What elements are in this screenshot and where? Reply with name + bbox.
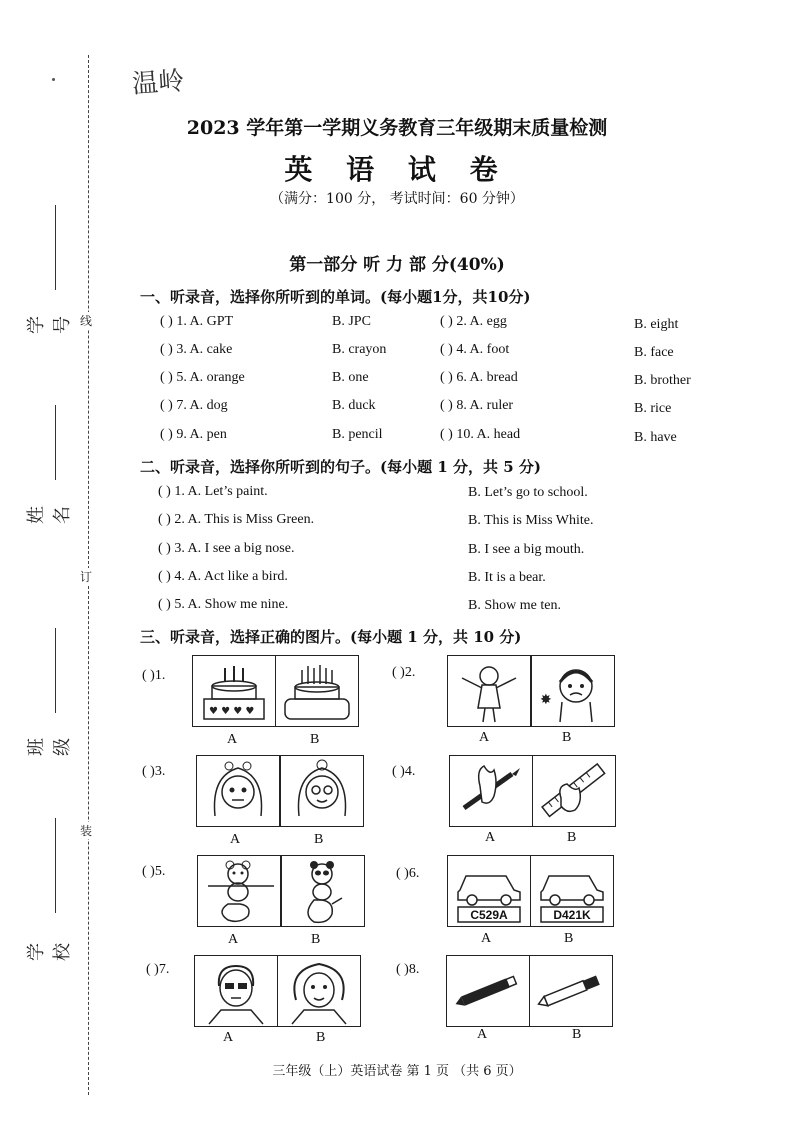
panda-with-pear-icon [282,856,364,926]
pen-icon [530,956,612,1026]
bear-with-pear-icon [198,856,280,926]
q3-4-b-label: B [567,830,577,845]
q1-2-option-a: ( ) 2. A. egg [440,314,507,329]
exam-info: （满分：100 分， 考试时间：60 分钟） [270,191,524,207]
q1-6-option-b: B. brother [634,373,691,388]
q2-1-option-a: ( ) 1. A. Let’s paint. [158,484,268,499]
q3-3-label: ( )3. [142,764,166,779]
name-label: 姓名 [26,506,73,524]
q2-5-option-b: B. Show me ten. [468,598,561,613]
section-three-title: 三、听录音，选择正确的图片。(每小题 1 分，共 10 分) [140,628,522,646]
q3-6-b-label: B [564,931,574,946]
class-label: 班级 [26,738,73,756]
q3-8-label: ( )8. [396,962,420,977]
q3-5-a-label: A [228,932,239,947]
q3-3-picture-b[interactable] [280,755,364,827]
q1-10-option-a: ( ) 10. A. head [440,427,521,442]
q3-7-picture-a[interactable] [194,955,278,1027]
man-with-glasses-icon [195,956,277,1026]
girl-face-big-eyes-icon [281,756,363,826]
q3-7-label: ( )7. [146,962,170,977]
q3-1-label: ( )1. [142,668,166,683]
q1-6-option-a: ( ) 6. A. bread [440,370,518,385]
q3-5-label: ( )5. [142,864,166,879]
q1-2-option-b: B. eight [634,317,679,332]
car-icon [531,856,613,926]
q3-4-a-label: A [485,830,496,845]
q1-1-option-b: B. JPC [332,314,371,329]
student-id-label: 学号 [26,316,73,334]
q3-3-a-label: A [230,832,241,847]
cake-many-candles-icon [276,656,358,726]
q3-2-picture-b[interactable] [531,655,615,727]
q2-1-option-b: B. Let’s go to school. [468,485,588,500]
cake-icon [193,656,275,726]
q1-7-option-a: ( ) 7. A. dog [160,398,228,413]
hand-ruler-icon [533,756,615,826]
q2-4-option-b: B. It is a bear. [468,570,546,585]
school-line[interactable] [55,818,57,913]
license-plate-a: C529A [470,908,508,922]
q2-5-option-a: ( ) 5. A. Show me nine. [158,597,289,612]
q3-5-picture-b[interactable] [281,855,365,927]
q3-2-a-label: A [479,730,490,745]
svg-text:✸: ✸ [540,692,552,708]
q3-7-picture-b[interactable] [277,955,361,1027]
q3-6-label: ( )6. [396,866,420,881]
q2-2-option-b: B. This is Miss White. [468,513,594,528]
girl-crying-icon [532,656,614,726]
name-line[interactable] [55,405,57,480]
q2-3-option-b: B. I see a big mouth. [468,542,585,557]
girl-face-small-eyes-icon [197,756,279,826]
q1-4-option-a: ( ) 4. A. foot [440,342,510,357]
q3-7-b-label: B [316,1030,326,1045]
q1-1-option-a: ( ) 1. A. GPT [160,314,234,329]
q1-9-option-b: B. pencil [332,427,383,442]
q1-5-option-a: ( ) 5. A. orange [160,370,245,385]
margin-mark-ding: 订 [80,570,93,584]
dancing-girl-icon [448,656,530,726]
q1-9-option-a: ( ) 9. A. pen [160,427,227,442]
q3-1-picture-a[interactable] [192,655,276,727]
q3-6-picture-a[interactable] [447,855,531,927]
hand-pencil-icon [450,756,532,826]
page-footer: 三年级（上）英语试卷 第 1 页 （共 6 页） [272,1064,522,1079]
section-two-title: 二、听录音，选择你所听到的句子。(每小题 1 分，共 5 分) [140,458,541,476]
exam-title: 2023 学年第一学期义务教育三年级期末质量检测 [186,117,608,139]
q2-4-option-a: ( ) 4. A. Act like a bird. [158,569,288,584]
q1-3-option-a: ( ) 3. A. cake [160,342,233,357]
q1-3-option-b: B. crayon [332,342,387,357]
q3-5-picture-a[interactable] [197,855,281,927]
q1-5-option-b: B. one [332,370,369,385]
woman-face-icon [278,956,360,1026]
q1-7-option-b: B. duck [332,398,376,413]
q3-6-picture-b[interactable] [530,855,614,927]
student-id-line[interactable] [55,205,57,290]
margin-mark-zhuang: 装 [80,824,93,838]
q3-1-a-label: A [227,732,238,747]
class-line[interactable] [55,628,57,713]
q3-6-a-label: A [481,931,492,946]
q3-3-b-label: B [314,832,324,847]
ink-dot [52,78,55,81]
q1-8-option-a: ( ) 8. A. ruler [440,398,514,413]
q3-4-picture-b[interactable] [532,755,616,827]
q3-2-b-label: B [562,730,572,745]
q3-7-a-label: A [223,1030,234,1045]
section-one-title: 一、听录音，选择你所听到的单词。(每小题1分，共10分) [140,288,531,306]
car-icon [448,856,530,926]
q3-8-a-label: A [477,1027,488,1042]
license-plate-b: D421K [553,908,591,922]
paper-title: 英 语 试 卷 [284,153,510,186]
q1-4-option-b: B. face [634,345,674,360]
svg-text:♥ ♥ ♥ ♥: ♥ ♥ ♥ ♥ [209,706,255,717]
q3-2-label: ( )2. [392,665,416,680]
marker-pen-icon [447,956,529,1026]
q3-5-b-label: B [311,932,321,947]
q1-8-option-b: B. rice [634,401,672,416]
q3-1-b-label: B [310,732,320,747]
q2-3-option-a: ( ) 3. A. I see a big nose. [158,541,295,556]
q3-8-picture-b[interactable] [529,955,613,1027]
q3-2-picture-a[interactable] [447,655,531,727]
handwritten-note: 温岭 [131,66,186,100]
q3-1-picture-b[interactable] [275,655,359,727]
school-label: 学校 [26,943,73,961]
q3-3-picture-a[interactable] [196,755,280,827]
q3-8-picture-a[interactable] [446,955,530,1027]
q3-8-b-label: B [572,1027,582,1042]
margin-mark-xian: 线 [80,314,93,328]
part-one-heading: 第一部分 听 力 部 分(40%) [289,255,505,275]
q3-4-picture-a[interactable] [449,755,533,827]
q1-10-option-b: B. have [634,430,677,445]
q3-4-label: ( )4. [392,764,416,779]
q2-2-option-a: ( ) 2. A. This is Miss Green. [158,512,315,527]
